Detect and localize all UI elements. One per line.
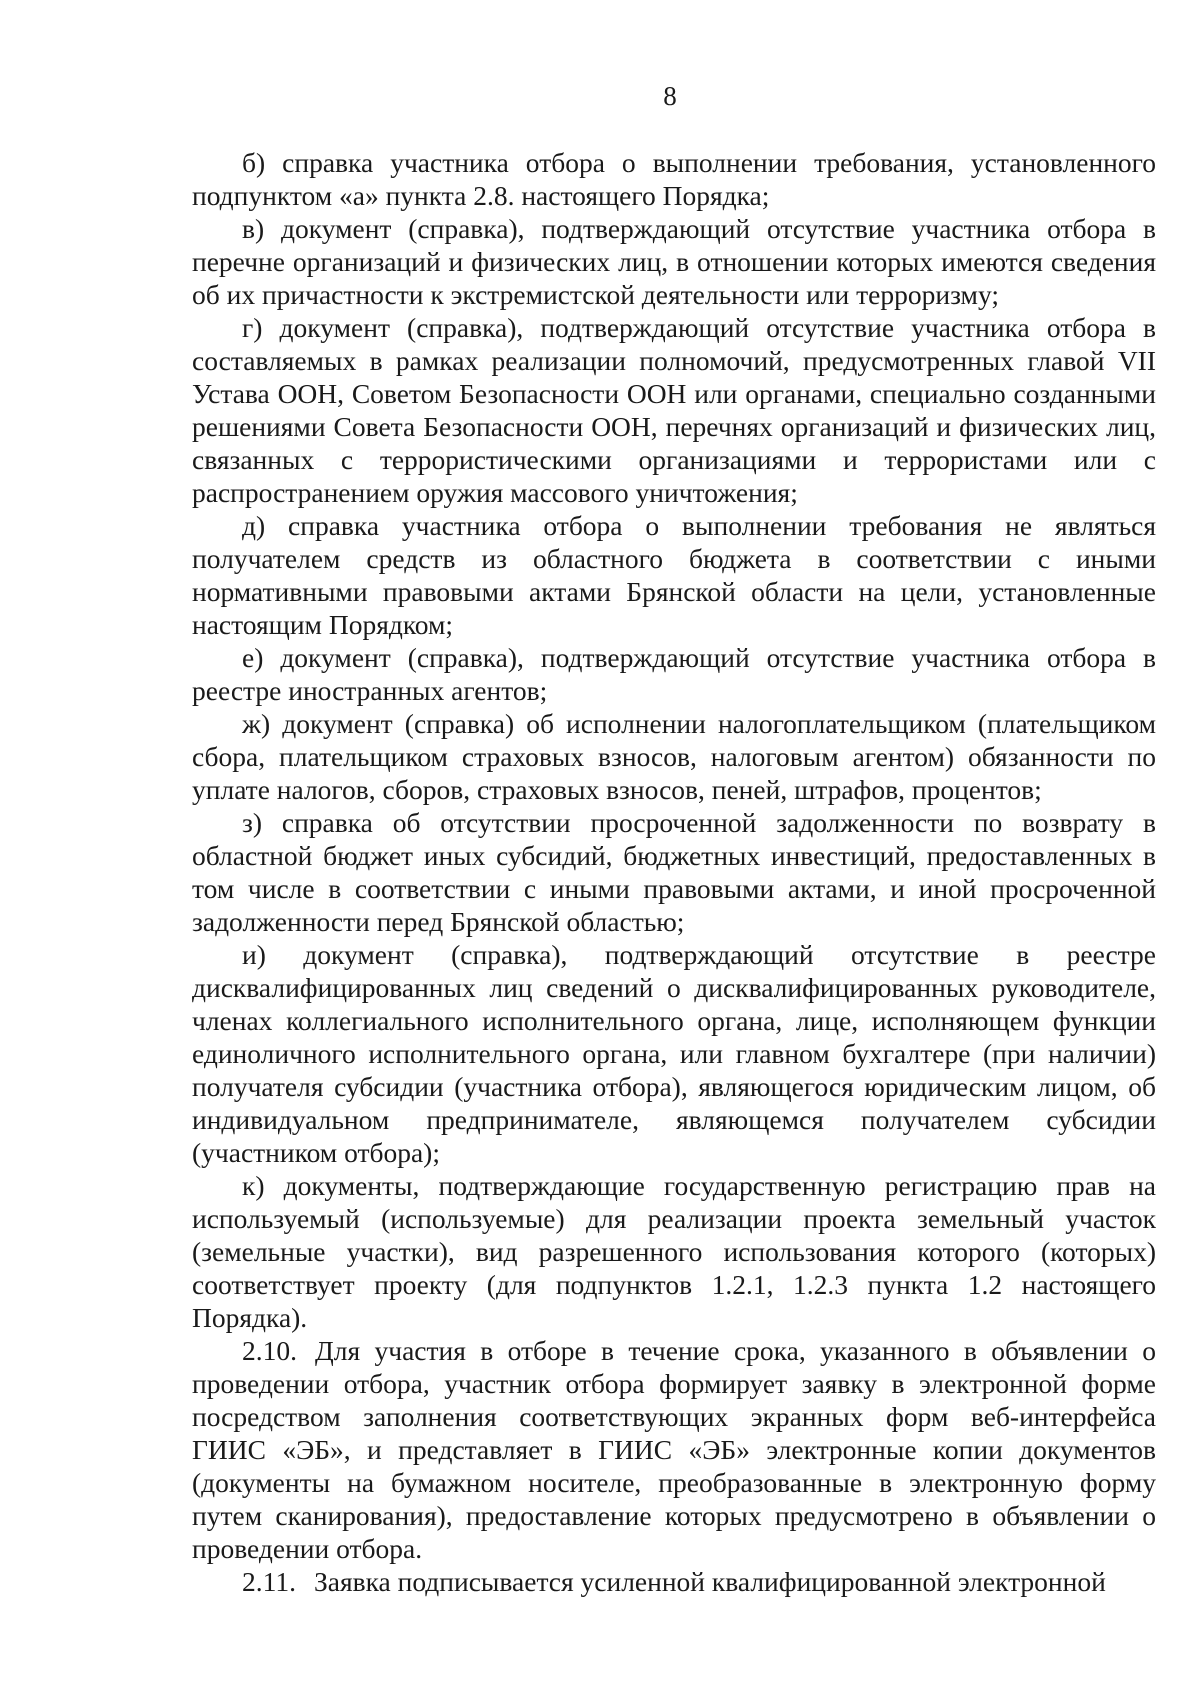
document-body xyxy=(192,146,1156,1598)
paragraph-k: к) документы, подтверждающие государственную регистрацию прав на используемый (используемые) для реализации проекта земельный участок (земельные участки), вид разрешенного использования которого (которых) соответствует проекту (для подпунктов 1.2.1, 1.2.3 пункта 1.2 настоящего Порядка). xyxy=(192,1170,1156,1333)
clause-text: Заявка подписывается усиленной квалифицированной электронной xyxy=(313,1566,1106,1597)
paragraph-2-10 xyxy=(192,1334,1156,1565)
clause-number: 2.10. xyxy=(242,1335,297,1366)
paragraph-2-11 xyxy=(192,1565,1156,1598)
paragraph-zh: ж) документ (справка) об исполнении налогоплательщиком (плательщиком сбора, плательщиком страховых взносов, налоговым агентом) обязанности по уплате налогов, сборов, страховых взносов, пеней, штрафов, процентов; xyxy=(192,708,1156,805)
paragraph-d: д) справка участника отбора о выполнении требования не являться получателем средств из областного бюджета в соответствии с иными нормативными правовыми актами Брянской области на цели, установленные настоящим Порядком; xyxy=(192,510,1156,640)
page-number: 8 xyxy=(663,81,677,111)
paragraph-v: в) документ (справка), подтверждающий отсутствие участника отбора в перечне организаций и физических лиц, в отношении которых имеются сведения об их причастности к экстремистской деятельности или терроризму; xyxy=(192,213,1156,310)
clause-number: 2.11. xyxy=(242,1566,296,1597)
paragraph-i: и) документ (справка), подтверждающий отсутствие в реестре дисквалифицированных лиц сведений о дисквалифицированных руководителе, членах коллегиального исполнительного органа, лице, исполняющем функции единоличного исполнительного органа, или главном бухгалтере (при наличии) получателя субсидии (участника отбора), являющегося юридическим лицом, об индивидуальном предпринимателе, являющемся получателем субсидии (участником отбора); xyxy=(192,939,1156,1168)
paragraph-e: е) документ (справка), подтверждающий отсутствие участника отбора в реестре иностранных агентов; xyxy=(192,642,1156,706)
paragraph-z: з) справка об отсутствии просроченной задолженности по возврату в областной бюджет иных субсидий, бюджетных инвестиций, предоставленных в том числе в соответствии с иными правовыми актами, и иной просроченной задолженности перед Брянской областью; xyxy=(192,807,1156,937)
clause-text: Для участия в отборе в течение срока, указанного в объявлении о проведении отбора, участник отбора формирует заявку в электронной форме посредством заполнения соответствующих экранных форм веб-интерфейса ГИИС «ЭБ», и представляет в ГИИС «ЭБ» электронные копии документов (документы на бумажном носителе, преобразованные в электронную форму путем сканирования), предоставление которых предусмотрено в объявлении о проведении отбора. xyxy=(192,1335,1156,1564)
paragraph-b: б) справка участника отбора о выполнении требования, установленного подпунктом «а» пункта 2.8. настоящего Порядка; xyxy=(192,147,1156,211)
paragraph-g: г) документ (справка), подтверждающий отсутствие участника отбора в составляемых в рамках реализации полномочий, предусмотренных главой VII Устава ООН, Советом Безопасности ООН или органами, специально созданными решениями Совета Безопасности ООН, перечнях организаций и физических лиц, связанных с террористическими организациями и террористами или с распространением оружия массового уничтожения; xyxy=(192,312,1156,508)
